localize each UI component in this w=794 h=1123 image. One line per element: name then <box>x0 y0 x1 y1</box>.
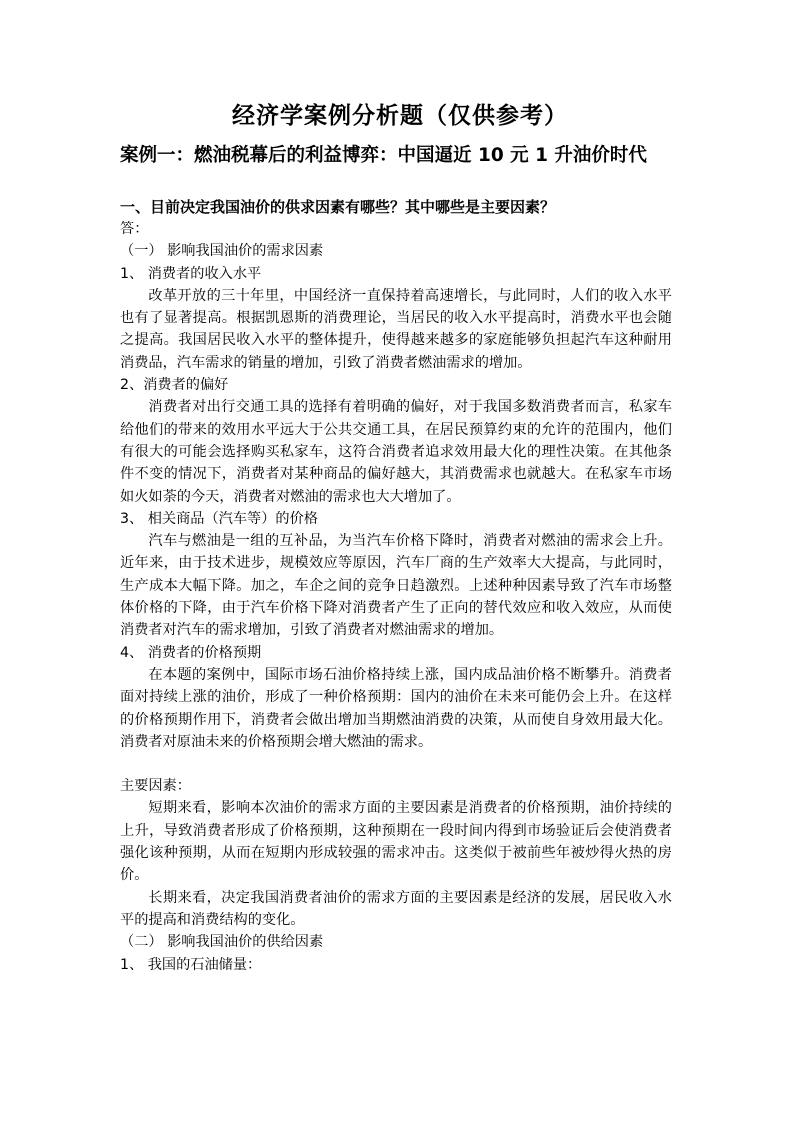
item-title-price-expectation: 4、 消费者的价格预期 <box>120 644 262 661</box>
item-text-price-expectation: 在本题的案例中，国际市场石油价格持续上涨，国内成品油价格不断攀升。消费者面对持续上涨的油价，形成了一种价格预期：国内的油价在未来可能仍会上升。在这样的价格预期作用下，消费者会做出增加当期燃油消费的决策，从而使自身效用最大化。消费者对原油未来的价格预期会增大燃油的需求。 <box>120 666 672 750</box>
main-factors-short-term: 短期来看，影响本次油价的需求方面的主要因素是消费者的价格预期，油价持续的上升，导致消费者形成了价格预期，这种预期在一段时间内得到市场验证后会使消费者强化该种预期，从而在短期内形成较强的需求冲击。这类似于被前些年被炒得火热的房价。 <box>120 800 672 884</box>
section-heading-supply: （二） 影响我国油价的供给因素 <box>120 934 324 951</box>
question-heading: 一、目前决定我国油价的供求因素有哪些？其中哪些是主要因素？ <box>120 198 556 216</box>
item-title-related-goods: 3、 相关商品（汽车等）的价格 <box>120 510 318 527</box>
blank-line <box>120 753 672 775</box>
section-heading-demand: （一） 影响我国油价的需求因素 <box>120 243 324 260</box>
document-title: 经济学案例分析题（仅供参考） <box>232 103 568 129</box>
item-title-income: 1、 消费者的收入水平 <box>120 265 262 282</box>
item-text-preference: 消费者对出行交通工具的选择有着明确的偏好，对于我国多数消费者而言，私家车给他们的带来的效用水平远大于公共交通工具，在居民预算约束的允许的范围内，他们有很大的可能会选择购买私家车，这符合消费者追求效用最大化的理性决策。在其他条件不变的情况下，消费者对某种商品的偏好越大，其消费需求也就越大。在私家车市场如火如荼的今天，消费者对燃油的需求也大大增加了。 <box>120 399 672 505</box>
item-text-related-goods: 汽车与燃油是一组的互补品，为当汽车价格下降时，消费者对燃油的需求会上升。近年来，由于技术进步，规模效应等原因，汽车厂商的生产效率大大提高，与此同时，生产成本大幅下降。加之，车企之间的竞争日趋激烈。上述种种因素导致了汽车市场整体价格的下降，由于汽车价格下降对消费者产生了正向的替代效应和收入效应，从而使消费者对汽车的需求增加，引致了消费者对燃油需求的增加。 <box>120 533 672 639</box>
case-subtitle: 案例一：燃油税幕后的利益博弈：中国逼近 10 元 1 升油价时代 <box>120 145 647 166</box>
answer-label: 答： <box>120 221 149 237</box>
main-factors-long-term: 长期来看，决定我国消费者油价的需求方面的主要因素是经济的发展，居民收入水平的提高和消费结构的变化。 <box>120 889 672 928</box>
item-title-preference: 2、消费者的偏好 <box>120 377 229 394</box>
main-factors-label: 主要因素： <box>120 778 191 795</box>
item-title-oil-reserves: 1、 我国的石油储量： <box>120 956 262 973</box>
item-text-income: 改革开放的三十年里，中国经济一直保持着高速增长，与此同时，人们的收入水平也有了显著提高。根据凯恩斯的消费理论，当居民的收入水平提高时，消费水平也会随之提高。我国居民收入水平的整体提升，使得越来越多的家庭能够负担起汽车这种耐用消费品，汽车需求的销量的增加，引致了消费者燃油需求的增加。 <box>120 287 672 371</box>
